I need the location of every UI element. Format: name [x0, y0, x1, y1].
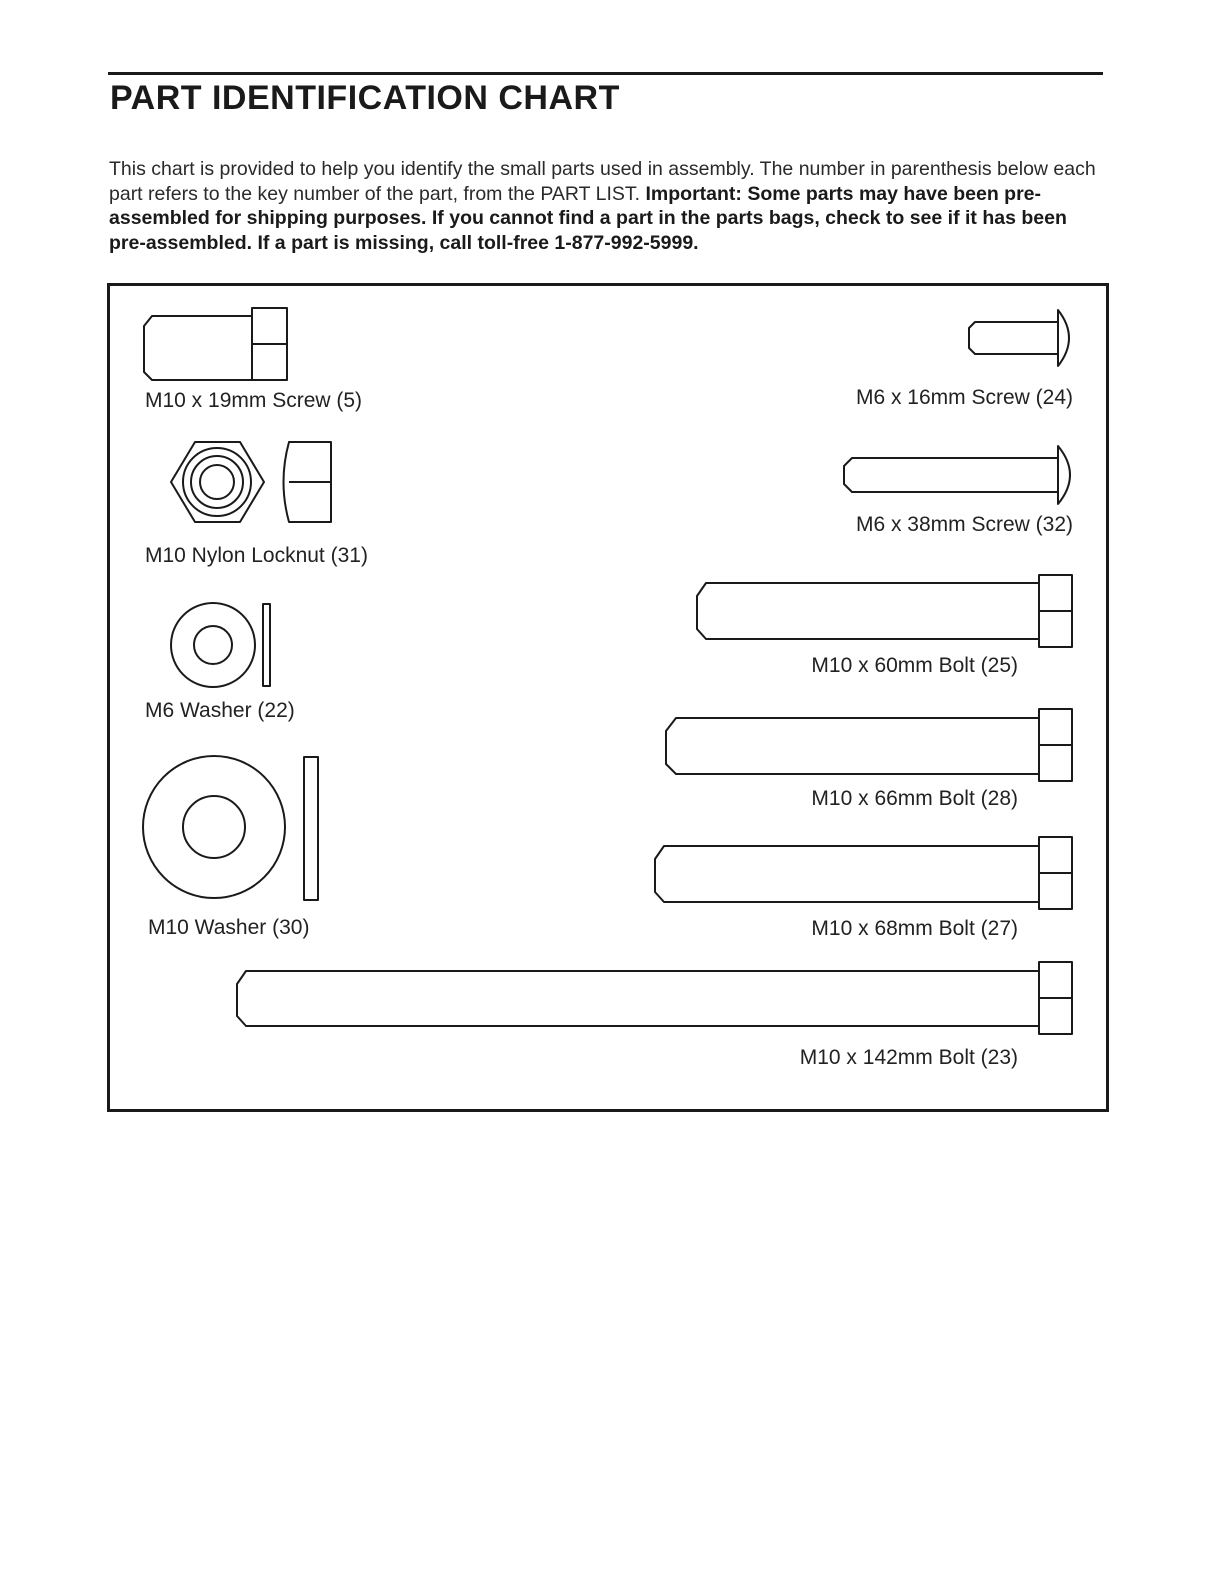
part-label-m6-washer: M6 Washer (22) — [145, 699, 295, 722]
part-label-m6-38mm-screw: M6 x 38mm Screw (32) — [855, 513, 1073, 536]
page-title: PART IDENTIFICATION CHART — [110, 79, 620, 117]
part-label-m10-19mm-screw: M10 x 19mm Screw (5) — [145, 389, 363, 412]
part-label-m10-68mm-bolt: M10 x 68mm Bolt (27) — [811, 917, 1018, 940]
part-label-m6-16mm-screw: M6 x 16mm Screw (24) — [855, 386, 1073, 409]
part-label-m10-washer: M10 Washer (30) — [148, 916, 310, 939]
part-label-m10-60mm-bolt: M10 x 60mm Bolt (25) — [811, 654, 1018, 677]
part-label-m10-66mm-bolt: M10 x 66mm Bolt (28) — [811, 787, 1018, 810]
hex-bolt-icon — [666, 709, 1072, 781]
hex-bolt-icon — [655, 837, 1072, 909]
intro-text: This chart is provided to help you identify the small parts used in assembly. The number in parenthesis below each part refers to the key number of the part, from the PART LIST. — [109, 158, 1096, 205]
flat-washer-icon — [171, 603, 270, 687]
flat-washer-icon — [143, 756, 318, 900]
nylon-locknut-icon — [171, 442, 331, 522]
part-label-m10-142mm-bolt: M10 x 142mm Bolt (23) — [799, 1046, 1018, 1069]
button-head-screw-icon — [969, 310, 1069, 366]
hex-bolt-icon — [237, 962, 1072, 1034]
hex-bolt-icon — [697, 575, 1072, 647]
hex-bolt-icon — [144, 308, 287, 380]
button-head-screw-icon — [844, 446, 1070, 504]
intro-important-text: Important: Some parts may have been pre-assembled for shipping purposes. If you cannot find a part in the parts bags, check to see if it has been pre-assembled. If a part is missing, call toll-free 1-877-992-5999. — [109, 182, 1067, 254]
part-label-m10-nylon-locknut: M10 Nylon Locknut (31) — [145, 544, 368, 567]
